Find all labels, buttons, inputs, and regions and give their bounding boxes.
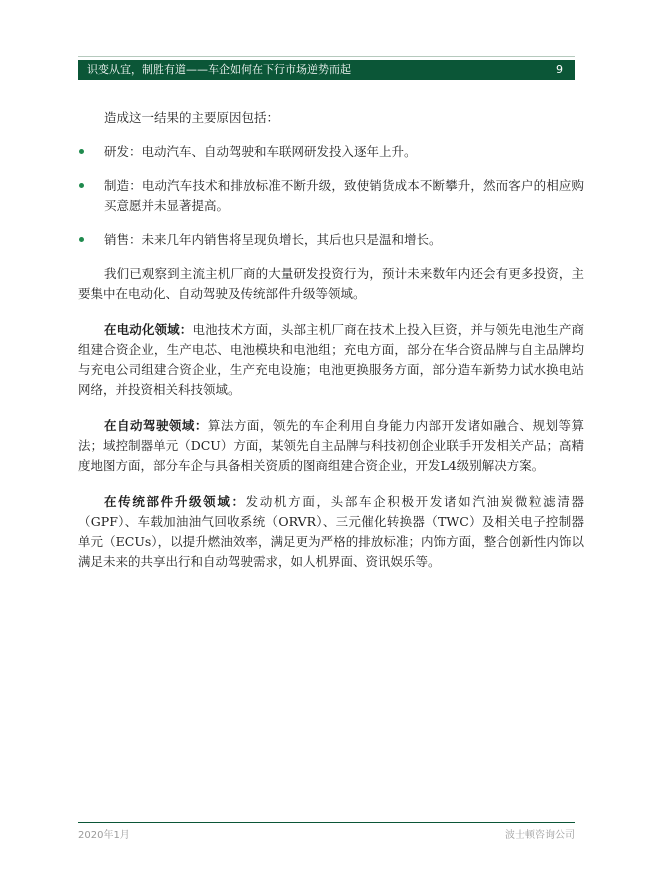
footer-rule	[78, 822, 575, 823]
header-rule	[78, 56, 575, 57]
footer-date: 2020年1月	[78, 830, 130, 841]
paragraph-text: 电池技术方面，头部主机厂商在技术上投入巨资，并与领先电池生产商组建合资企业，生产电芯、电池模块和电池组；充电方面，部分在华合资品牌与自主品牌均与充电公司组建合资企业，生产充电设施；电池更换服务方面，部分造车新势力试水换电站网络，并投资相关科技领域。	[78, 322, 584, 397]
paragraph-text: 发动机方面，头部车企积极开发诸如汽油炭微粒滤清器（GPF）、车载加油油气回收系统（ORVR）、三元催化转换器（TWC）及相关电子控制器单元（ECUs），以提升燃油效率，满足更为严格的排放标准；内饰方面，整合创新性内饰以满足未来的共享出行和自动驾驶需求，如人机界面、资讯娱乐等。	[78, 494, 584, 569]
paragraph-lead: 在传统部件升级领域：	[104, 494, 246, 509]
list-item-text: 研发：电动汽车、自动驾驶和车联网研发投入逐年上升。	[104, 144, 417, 159]
list-item	[78, 142, 584, 162]
paragraph	[78, 492, 584, 572]
list-item	[78, 176, 584, 216]
paragraph-text: 我们已观察到主流主机厂商的大量研发投资行为，预计未来数年内还会有更多投资，主要集中在电动化、自动驾驶及传统部件升级等领域。	[78, 266, 584, 301]
paragraph	[78, 320, 584, 400]
list-item-text: 销售：未来几年内销售将呈现负增长，其后也只是温和增长。	[104, 232, 442, 247]
page-number: 9	[556, 63, 563, 76]
page-header	[78, 60, 575, 80]
paragraph-lead: 在电动化领域：	[104, 322, 193, 337]
page-footer	[78, 826, 575, 841]
bullet-dot-icon	[79, 237, 84, 242]
header-title: 识变从宜，制胜有道——车企如何在下行市场逆势而起	[87, 63, 351, 76]
paragraph	[78, 416, 584, 476]
intro-text: 造成这一结果的主要原因包括：	[104, 110, 280, 125]
paragraph-text: 算法方面，领先的车企利用自身能力内部开发诸如融合、规划等算法；域控制器单元（DCU）方面，某领先自主品牌与科技初创企业联手开发相关产品；高精度地图方面，部分车企与具备相关资质的图商组建合资企业，开发L4级别解决方案。	[78, 418, 584, 473]
reason-list	[78, 142, 584, 250]
paragraph	[78, 264, 584, 304]
footer-company: 波士顿咨询公司	[505, 830, 575, 841]
page-body	[78, 108, 584, 572]
paragraph-group	[78, 264, 584, 572]
list-item	[78, 230, 584, 250]
list-item-text: 制造：电动汽车技术和排放标准不断升级，致使销货成本不断攀升，然而客户的相应购买意愿并未显著提高。	[104, 178, 584, 213]
paragraph-lead: 在自动驾驶领域：	[104, 418, 208, 433]
bullet-dot-icon	[79, 149, 84, 154]
bullet-dot-icon	[79, 183, 84, 188]
